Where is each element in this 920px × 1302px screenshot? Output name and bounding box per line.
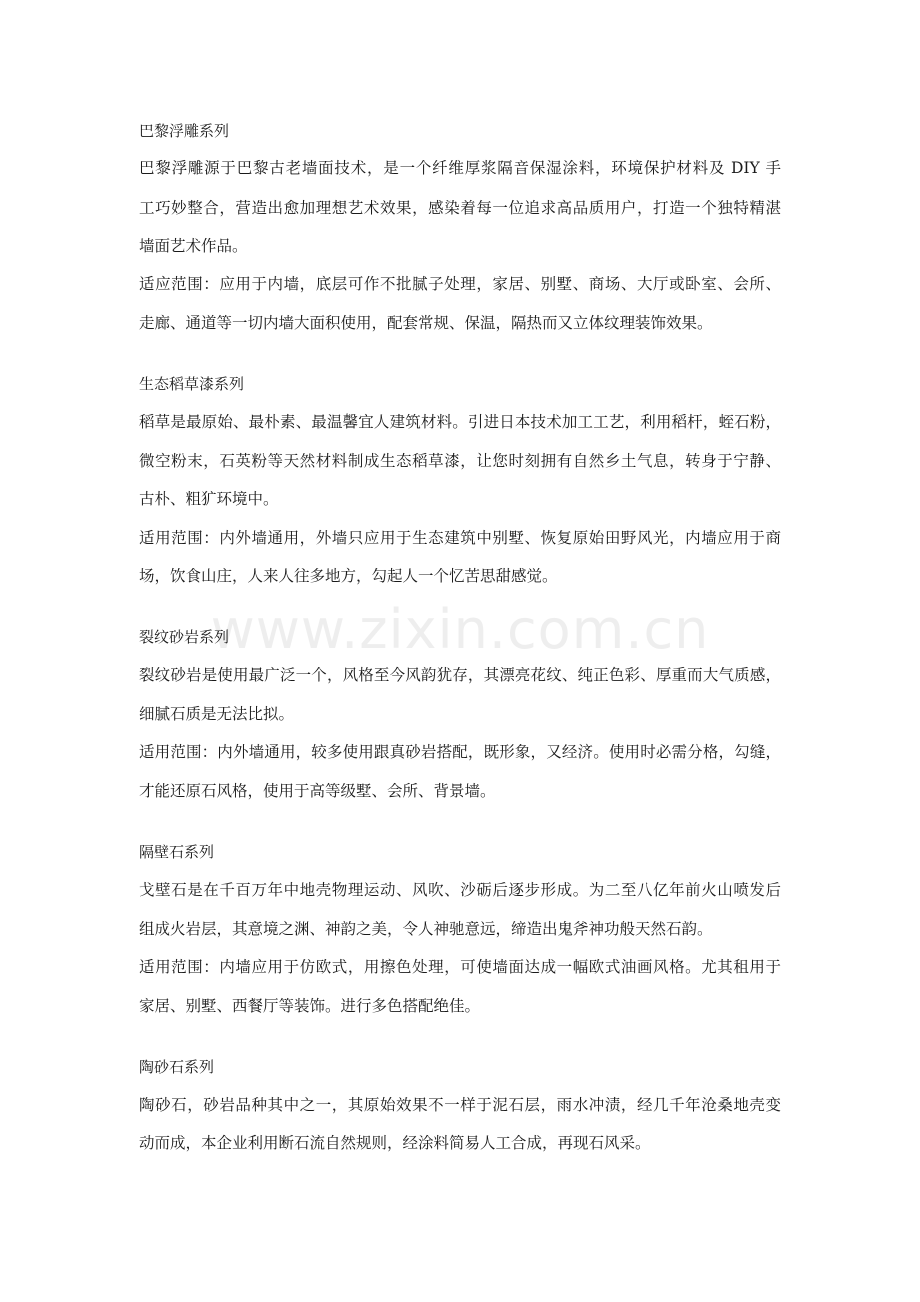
paragraph-line: 适用范围：内外墙通用，外墙只应用于生态建筑中别墅、恢复原始田野风光，内墙应用于商 [139,529,781,547]
watermark: www.zixin.com.cn [210,598,710,661]
paragraph-line: 细腻石质是无法比拟。 [139,705,295,723]
paragraph-line: 裂纹砂岩是使用最广泛一个，风格至今风韵犹存，其漂亮花纹、纯正色彩、厚重而大气质感， [139,666,781,684]
paragraph-line: 古朴、粗犷环境中。 [139,490,279,508]
paragraph-line: 动而成，本企业利用断石流自然规则，经涂料简易人工合成，再现石风采。 [139,1134,651,1152]
section-title: 裂纹砂岩系列 [139,628,230,646]
paragraph-line: 戈壁石是在千百万年中地壳物理运动、风吹、沙砺后逐步形成。为二至八亿年前火山喷发后 [139,881,781,899]
paragraph-line: 家居、别墅、西餐厅等装饰。进行多色搭配绝佳。 [139,997,481,1015]
paragraph-line: 走廊、通道等一切内墙大面积使用，配套常规、保温，隔热而又立体纹理装饰效果。 [139,314,713,332]
section-title: 陶砂石系列 [139,1058,215,1076]
paragraph-line: 稻草是最原始、最朴素、最温馨宜人建筑材料。引进日本技术加工工艺，利用稻杆，蛭石粉， [139,413,781,431]
section-title: 隔壁石系列 [139,843,215,861]
paragraph-line: 适用范围：内外墙通用，较多使用跟真砂岩搭配，既形象，又经济。使用时必需分格，勾缝， [139,743,781,761]
paragraph-line: 场，饮食山庄，人来人往多地方，勾起人一个忆苦思甜感觉。 [139,567,558,585]
paragraph-line: 适用范围：内墙应用于仿欧式，用擦色处理，可使墙面达成一幅欧式油画风格。尤其租用于 [139,958,781,976]
section-title: 生态稻草漆系列 [139,375,245,393]
paragraph-line: 巴黎浮雕源于巴黎古老墙面技术，是一个纤维厚浆隔音保湿涂料，环境保护材料及 DIY 手 [139,159,781,177]
paragraph-line: 墙面艺术作品。 [139,237,248,255]
paragraph-line: 才能还原石风格，使用于高等级墅、会所、背景墙。 [139,782,496,800]
paragraph-line: 组成火岩层，其意境之渊、神韵之美，令人神驰意远，缔造出鬼斧神功般天然石韵。 [139,920,713,938]
paragraph-line: 工巧妙整合，营造出愈加理想艺术效果，感染着每一位追求高品质用户，打造一个独特精湛 [139,199,781,217]
section-title: 巴黎浮雕系列 [139,122,230,140]
paragraph-line: 微空粉末，石英粉等天然材料制成生态稻草漆，让您时刻拥有自然乡土气息，转身于宁静、 [139,452,781,470]
paragraph-line: 陶砂石，砂岩品种其中之一，其原始效果不一样于泥石层，雨水冲渍，经几千年沧桑地壳变 [139,1096,781,1114]
paragraph-line: 适应范围：应用于内墙，底层可作不批腻子处理，家居、别墅、商场、大厅或卧室、会所、 [139,275,781,293]
